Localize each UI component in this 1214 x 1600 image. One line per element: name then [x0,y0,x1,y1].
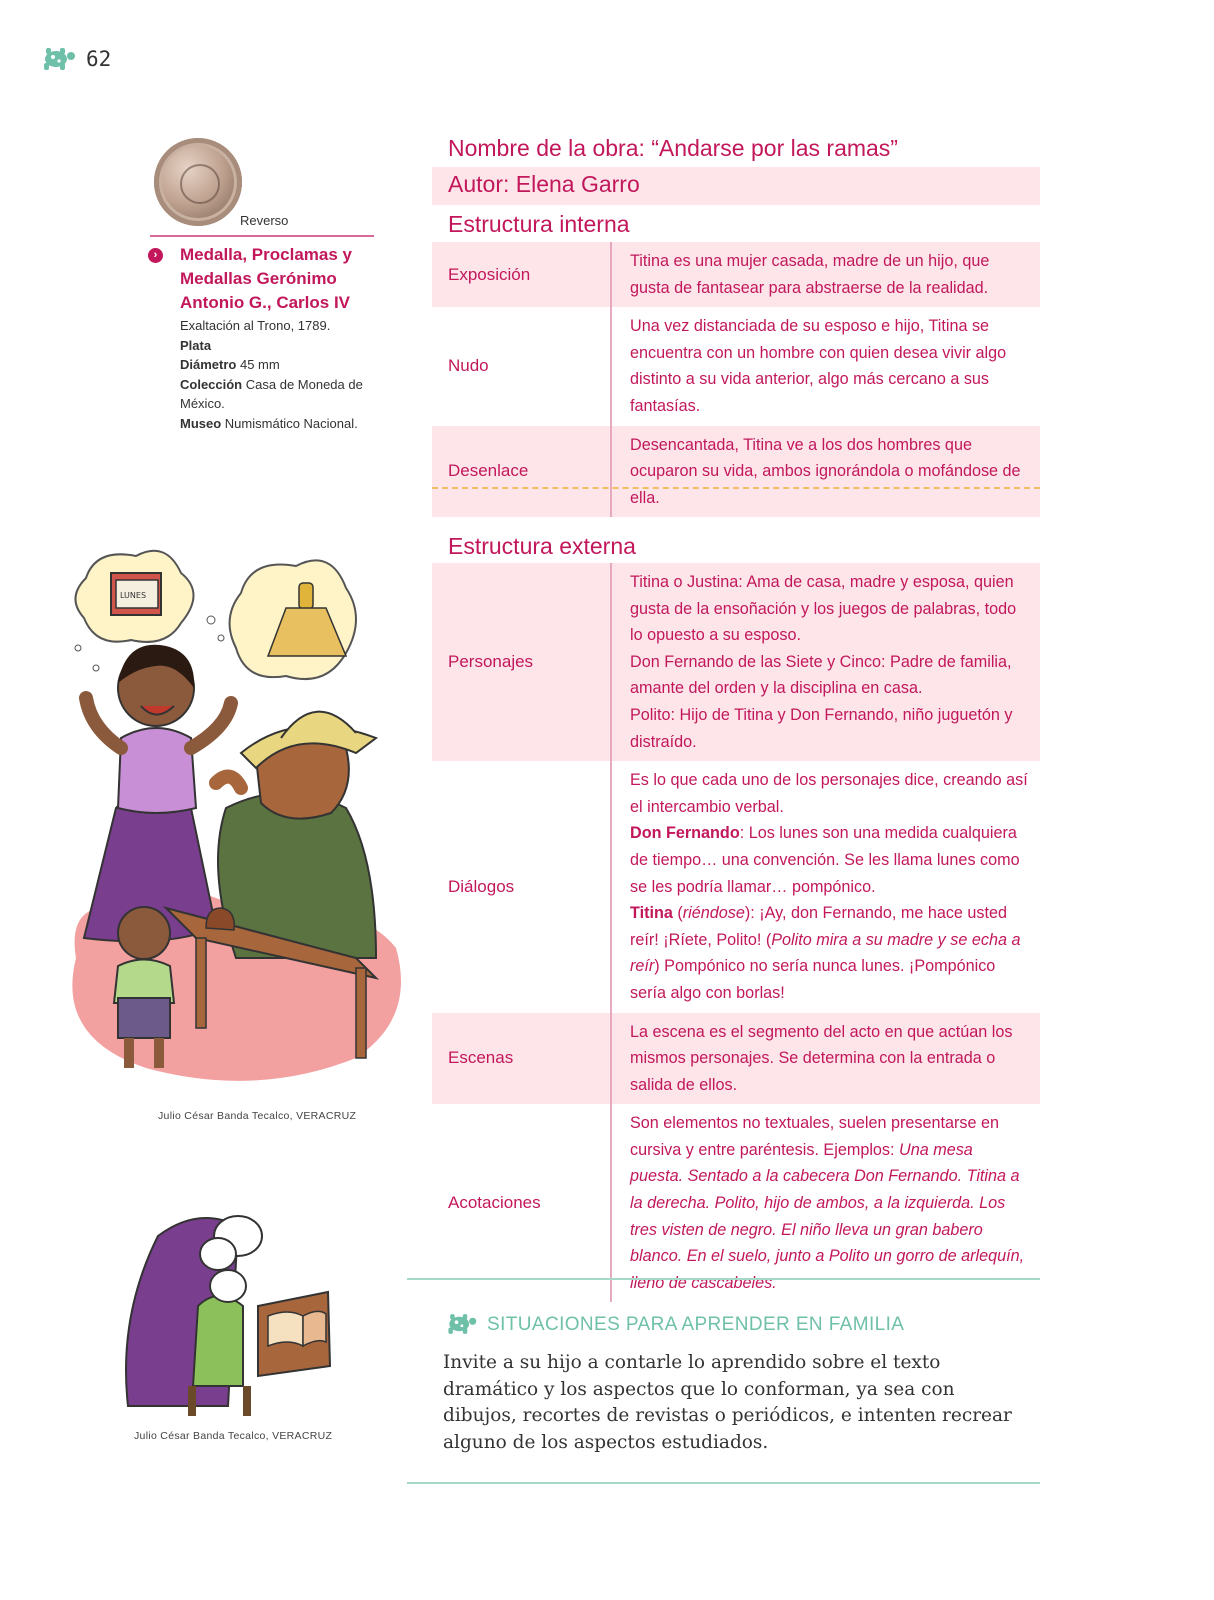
medal-diameter-label: Diámetro [180,357,237,372]
table-row [432,242,1040,307]
row-label: Acotaciones [432,1104,611,1302]
dialog-text: : Los lunes son una medida cualquiera de tiempo… una convención. Se les llama lunes como se les podría llamar… pompónico. [630,824,1020,896]
dialog-intro: Es lo que cada uno de los personajes dice, creando así el intercambio verbal. [630,771,1028,816]
family-text: Invite a su hijo a contarle lo aprendido sobre el texto dramático y los aspectos que lo conforman, ya sea con dibujos, recortes de revistas o periódicos, e intenten recrear alguno de los aspectos estudiados. [443,1352,1012,1453]
row-content [611,1104,1040,1302]
acotaciones-intro: Son elementos no textuales, suelen presentarse en cursiva y entre paréntesis. Ejemplos: [630,1114,999,1159]
row-label: Diálogos [432,761,611,1012]
family-illustration [56,538,408,1098]
dialog-text: ( [672,904,683,923]
internal-structure-table [432,242,1040,517]
character-line: Titina o Justina: Ama de casa, madre y esposa, quien gusta de la ensoñación y los juegos de palabras, todo lo opuesto a su esposo. [630,573,1017,645]
row-label: Personajes [432,563,611,761]
medal-details [180,316,380,433]
row-label: Nudo [432,307,611,425]
illustration-credit: Julio César Banda Tecalco, VERACRUZ [158,1110,357,1122]
dialog-text: ): ¡Ay, don Fernando, me hace usted reír! ¡Ríete, Polito! ( [630,904,1008,949]
dialog-line [630,820,1030,900]
external-structure-heading: Estructura externa [448,533,636,559]
medal-title: Medalla, Proclamas y Medallas Gerónimo Antonio G., Carlos IV [180,245,352,312]
dialog-text: ) Pompónico no sería nunca lunes. ¡Pompónico sería algo con borlas! [630,957,996,1002]
divider [432,487,1040,489]
character-line: Don Fernando de las Siete y Cinco: Padre de familia, amante del orden y la disciplina en casa. [630,652,1012,698]
row-label: Desenlace [432,426,611,518]
work-author: Autor: Elena Garro [448,171,640,197]
row-content: Titina es una mujer casada, madre de un hijo, que gusta de fantasear para abstraerse de la realidad. [611,242,1040,307]
external-structure-table [432,563,1040,1302]
table-row [432,563,1040,761]
table-row [432,1013,1040,1105]
medal-collection-label: Colección [180,376,243,392]
reading-illustration [118,1196,338,1418]
row-label: Exposición [432,242,611,307]
speaker-name: Titina [630,904,673,923]
illustration-credit: Julio César Banda Tecalco, VERACRUZ [134,1430,333,1442]
family-learning-box [407,1278,1040,1484]
row-content [611,563,1040,761]
dialog-line [630,900,1030,1006]
medal-reverse-label: Reverso [240,213,289,228]
row-content: Una vez distanciada de su esposo e hijo, Titina se encuentra con un hombre con quien desea vivir algo distinto a su vida anterior, algo más cercano a sus fantasías. [630,317,1007,415]
medal-image [154,138,242,226]
family-title: SITUACIONES PARA APRENDER EN FAMILIA [487,1314,905,1335]
row-content [611,761,1040,1012]
chevron-right-icon: › [148,248,163,263]
medal-collection-value: Casa de Moneda de México. [180,376,363,411]
medal-subtitle: Exaltación al Trono, 1789. [180,318,331,333]
medal-museum-value: Numismático Nacional. [224,415,358,431]
work-title: Nombre de la obra: “Andarse por las ramas” [448,135,898,161]
row-label: Escenas [432,1013,611,1105]
page-number: 62 [86,47,112,71]
table-row [432,426,1040,518]
stage-direction: Polito mira a su madre y se echa a reír [630,930,1021,976]
internal-structure-heading: Estructura interna [448,211,630,237]
row-content: La escena es el segmento del acto en que actúan los mismos personajes. Se determina con la entrada o salida de ellos. [611,1013,1040,1105]
turtle-icon [38,46,78,72]
stage-direction: riéndose [682,904,745,923]
turtle-icon [443,1312,479,1336]
speaker-name: Don Fernando [630,824,740,843]
table-row [432,307,1040,425]
calendar-text: LUNES [120,591,147,600]
page-header [38,46,111,72]
acotaciones-example: Una mesa puesta. Sentado a la cabecera Don Fernando. Titina a la derecha. Polito, hijo de ambos, a la izquierda. Los tres visten de negro. El niño lleva un gran babero blanco. En el suelo, junto a Polito un gorro de arlequín, lleno de cascabeles. [630,1140,1025,1292]
character-line: Polito: Hijo de Titina y Don Fernando, niño juguetón y distraído. [630,705,1013,751]
table-row [432,761,1040,1012]
medal-material: Plata [180,337,212,353]
divider [150,235,374,237]
table-row [432,1104,1040,1302]
medal-diameter-value: 45 mm [239,357,280,372]
medal-museum-label: Museo [180,415,222,431]
row-content: Desencantada, Titina ve a los dos hombres que ocuparon su vida, ambos ignorándola o mofándose de ella. [611,426,1040,518]
